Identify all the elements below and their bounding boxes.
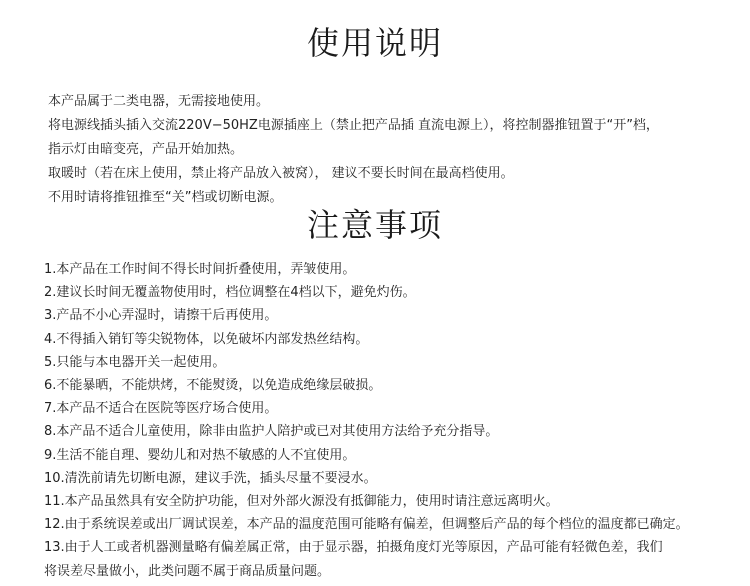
notice-item: 3.产品不小心弄湿时，请擦干后再使用。 bbox=[44, 308, 278, 324]
notice-item: 将误差尽量做小，此类问题不属于商品质量问题。 bbox=[44, 563, 331, 579]
notice-item: 6.不能暴晒，不能烘烤，不能熨烫，以免造成绝缘层破损。 bbox=[44, 378, 382, 394]
usage-line: 取暖时（若在床上使用，禁止将产品放入被窝）， 建议不要长时间在最高档使用。 bbox=[48, 166, 514, 181]
notice-item: 2.建议长时间无覆盖物使用时，档位调整在4档以下，避免灼伤。 bbox=[44, 285, 416, 301]
usage-line: 不用时请将推钮推至“关”档或切断电源。 bbox=[48, 190, 283, 205]
notice-item: 5.只能与本电器开关一起使用。 bbox=[44, 354, 226, 370]
notice-item: 9.生活不能自理、婴幼儿和对热不敏感的人不宜使用。 bbox=[44, 447, 356, 463]
usage-line: 将电源线插头插入交流220V−50HZ电源插座上（禁止把产品插 直流电源上），将控制器推钮置于“开”档， bbox=[48, 118, 659, 133]
notice-item: 13.由于人工或者机器测量略有偏差属正常，由于显示器，拍摄角度灯光等原因，产品可能有轻微色差，我们 bbox=[44, 540, 663, 556]
usage-paragraph bbox=[48, 90, 738, 210]
notice-item: 7.本产品不适合在医院等医疗场合使用。 bbox=[44, 401, 278, 417]
notice-list bbox=[44, 258, 734, 583]
notice-item: 12.由于系统误差或出厂调试误差，本产品的温度范围可能略有偏差，但调整后产品的每个档位的温度都已确定。 bbox=[44, 517, 689, 533]
usage-line: 指示灯由暗变亮，产品开始加热。 bbox=[48, 142, 244, 157]
notice-item: 11.本产品虽然具有安全防护功能，但对外部火源没有抵御能力，使用时请注意远离明火。 bbox=[44, 494, 559, 510]
usage-line: 本产品属于二类电器，无需接地使用。 bbox=[48, 94, 270, 109]
notice-item: 10.清洗前请先切断电源，建议手洗，插头尽量不要浸水。 bbox=[44, 470, 377, 486]
usage-title: 使用说明 bbox=[306, 24, 443, 62]
notice-item: 4.不得插入销钉等尖锐物体，以免破坏内部发热丝结构。 bbox=[44, 331, 369, 347]
notice-item: 8.本产品不适合儿童使用，除非由监护人陪护或已对其使用方法给予充分指导。 bbox=[44, 424, 499, 440]
notice-title: 注意事项 bbox=[306, 206, 443, 244]
notice-item: 1.本产品在工作时间不得长时间折叠使用，弄皱使用。 bbox=[44, 262, 356, 277]
